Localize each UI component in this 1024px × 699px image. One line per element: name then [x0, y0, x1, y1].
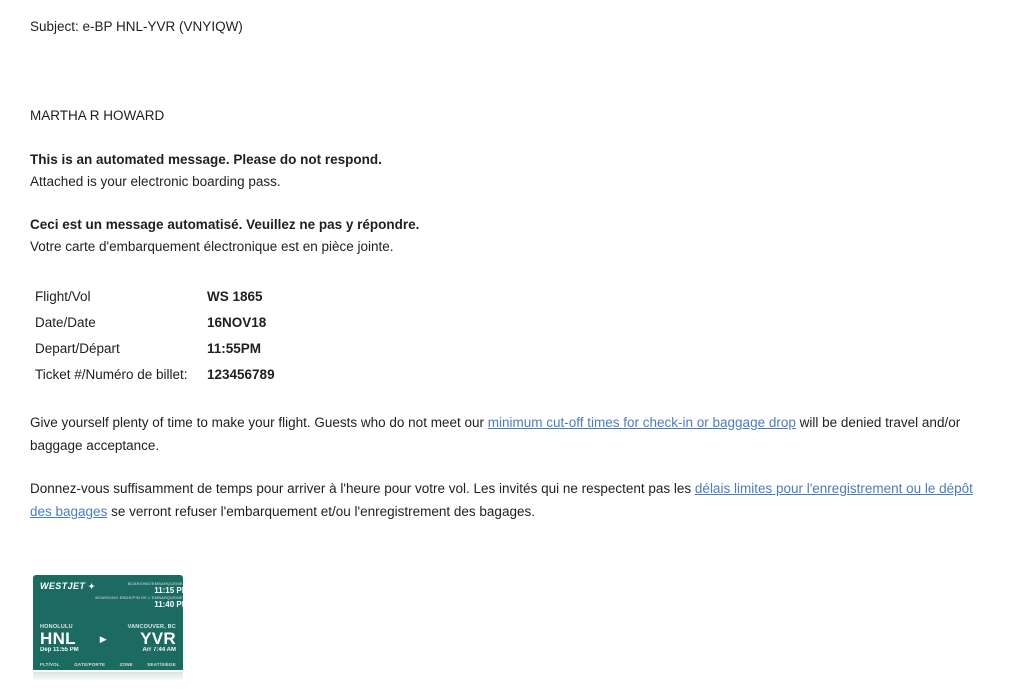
- automated-notice-fr-body: Votre carte d'embarquement électronique est en pièce jointe.: [30, 239, 394, 254]
- boarding-label: BOARDING/EMBARQUEMENT: [127, 581, 189, 586]
- flt-vol-label: FLT/VOL: [40, 662, 60, 667]
- origin-airport-code: HNL: [40, 629, 76, 648]
- pass-image-crop-edge: [33, 672, 183, 681]
- westjet-wordmark: WESTJET: [40, 581, 86, 591]
- boarding-ends-time: 11:40 PM: [154, 600, 189, 609]
- cutoff-en-text-before: Give yourself plenty of time to make your flight. Guests who do not meet our: [30, 415, 488, 430]
- recipient-name: MARTHA R HOWARD: [30, 108, 165, 123]
- westjet-star-icon: ✦: [88, 582, 96, 591]
- cutoff-paragraph-en: [30, 411, 988, 457]
- zone-label: ZONE: [119, 662, 133, 667]
- cutoff-en-text-after: will be denied travel and/or baggage acceptance.: [30, 415, 961, 453]
- table-row-ticket: [35, 362, 994, 388]
- ticket-value: 123456789: [207, 367, 275, 382]
- flight-value: WS 1865: [207, 289, 263, 304]
- date-label: Date/Date: [35, 315, 96, 330]
- pass-footer-labels: [40, 662, 176, 668]
- boarding-pass-attachment-thumbnail[interactable]: [33, 575, 189, 681]
- cutoff-fr-text-before: Donnez-vous suffisamment de temps pour arriver à l'heure pour votre vol. Les invités qui ne respectent pas les: [30, 481, 695, 496]
- cutoff-times-link-fr[interactable]: délais limites pour l'enregistrement ou le dépôt des bagages: [30, 481, 973, 519]
- subject-line: Subject: e-BP HNL-YVR (VNYIQW): [30, 19, 243, 34]
- boarding-ends-label: BOARDING ENDS/FIN DE L'EMBARQUEMENT: [95, 595, 189, 600]
- boarding-time: 11:15 PM: [154, 586, 189, 595]
- table-row-depart: [35, 336, 994, 362]
- ticket-label: Ticket #/Numéro de billet:: [35, 367, 188, 382]
- route-summary: [40, 615, 176, 662]
- depart-value: 11:55PM: [207, 341, 262, 356]
- westjet-logo: [40, 581, 95, 591]
- depart-label: Depart/Départ: [35, 341, 120, 356]
- seat-siege-label: SEAT/SIÈGE: [147, 662, 176, 667]
- cutoff-fr-text-after: se verront refuser l'embarquement et/ou l'enregistrement des bagages.: [107, 504, 535, 519]
- boarding-times: [95, 581, 188, 609]
- automated-notice-fr-bold: Ceci est un message automatisé. Veuillez ne pas y répondre.: [30, 217, 420, 232]
- automated-notice-en: [30, 149, 994, 193]
- origin-endpoint: [40, 624, 79, 653]
- destination-arrival-time: Arr 7:44 AM: [142, 647, 176, 653]
- destination-endpoint: [128, 624, 176, 653]
- table-row-flight: [35, 284, 994, 310]
- table-row-date: [35, 310, 994, 336]
- automated-notice-en-bold: This is an automated message. Please do not respond.: [30, 152, 382, 167]
- gate-porte-label: GATE/PORTE: [74, 662, 106, 667]
- automated-notice-fr: [30, 214, 994, 258]
- route-arrow-icon: ▶: [99, 634, 107, 644]
- cutoff-paragraph-fr: [30, 477, 988, 523]
- flight-details-table: [35, 284, 994, 388]
- boarding-pass-card: [33, 575, 189, 672]
- flight-label: Flight/Vol: [35, 289, 91, 304]
- automated-notice-en-body: Attached is your electronic boarding pass.: [30, 174, 281, 189]
- date-value: 16NOV18: [207, 315, 267, 330]
- destination-airport-code: YVR: [140, 629, 176, 648]
- origin-city: HONOLULU: [40, 624, 73, 630]
- origin-departure-time: Dep 11:55 PM: [40, 647, 79, 653]
- destination-city: VANCOUVER, BC: [127, 624, 176, 630]
- cutoff-times-link-en[interactable]: minimum cut-off times for check-in or baggage drop: [487, 415, 796, 430]
